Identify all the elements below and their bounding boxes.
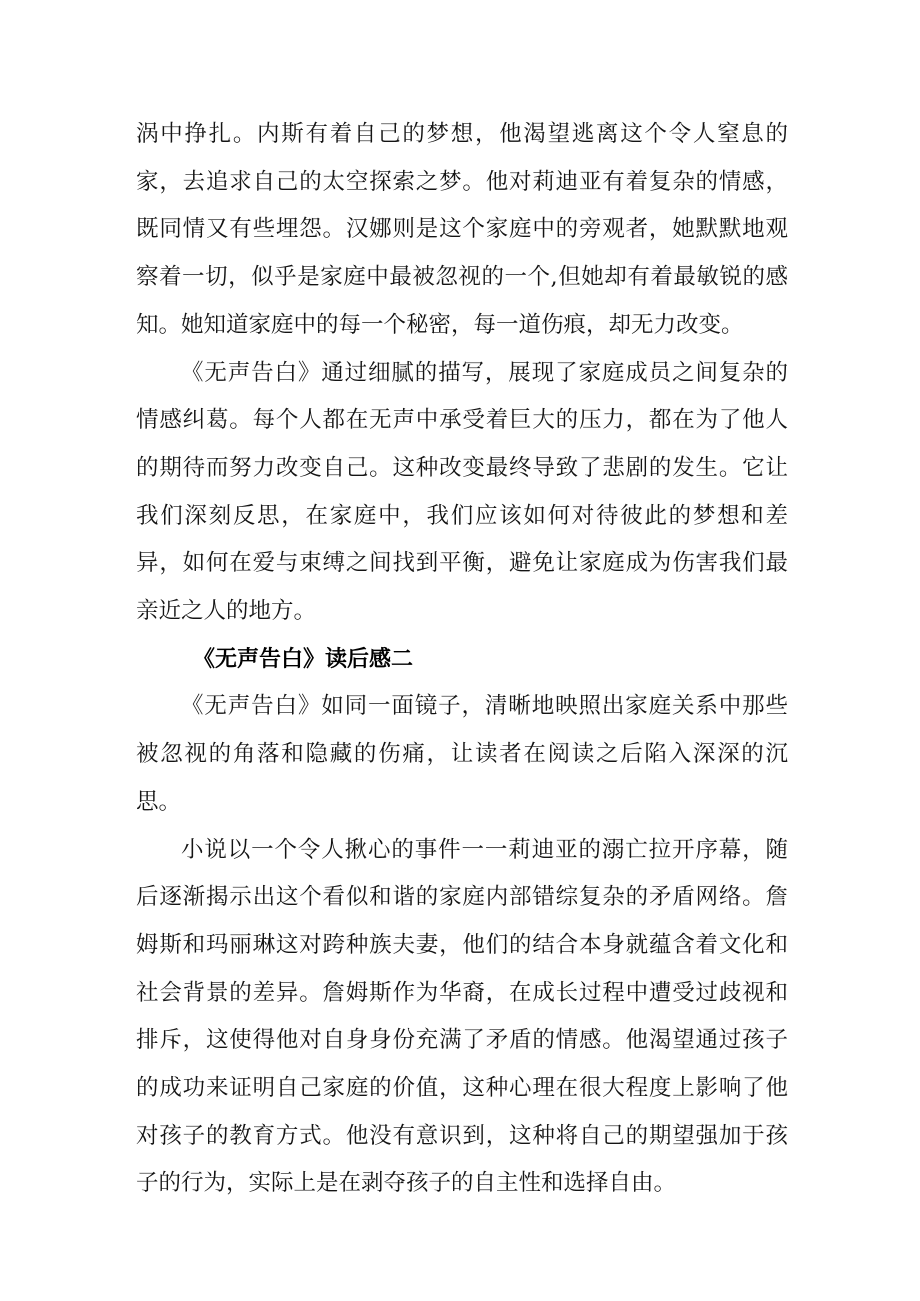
paragraph-analysis: 小说以一个令人揪心的事件一一莉迪亚的溺亡拉开序幕，随后逐渐揭示出这个看似和谐的家庭内部错综复杂的矛盾网络。詹姆斯和玛丽琳这对跨种族夫妻，他们的结合本身就蕴含着文化和社会背景的差异。詹姆斯作为华裔，在成长过程中遭受过歧视和排斥，这使得他对自身身份充满了矛盾的情感。他渴望通过孩子的成功来证明自己家庭的价值，这种心理在很大程度上影响了他对孩子的教育方式。他没有意识到，这种将自己的期望强加于孩子的行为，实际上是在剥夺孩子的自主性和选择自由。 — [136, 836, 788, 1197]
paragraph-reflection: 《无声告白》通过细腻的描写，展现了家庭成员之间复杂的情感纠葛。每个人都在无声中承受着巨大的压力，都在为了他人的期待而努力改变自己。这种改变最终导致了悲剧的发生。它让我们深刻反思，在家庭中，我们应该如何对待彼此的梦想和差异，如何在爱与束缚之间找到平衡，避免让家庭成为伤害我们最亲近之人的地方。 — [136, 359, 788, 625]
section-heading: 《无声告白》读后感二 — [193, 646, 414, 672]
document-body — [136, 111, 788, 1208]
paragraph-intro: 《无声告白》如同一面镜子，清晰地映照出家庭关系中那些被忽视的角落和隐藏的伤痛，让读者在阅读之后陷入深深的沉思。 — [136, 693, 788, 815]
paragraph-continuation: 涡中挣扎。内斯有着自己的梦想，他渴望逃离这个令人窒息的家，去追求自己的太空探索之梦。他对莉迪亚有着复杂的情感，既同情又有些埋怨。汉娜则是这个家庭中的旁观者，她默默地观察着一切，似乎是家庭中最被忽视的一个,但她却有着最敏锐的感知。她知道家庭中的每一个秘密，每一道伤痕，却无力改变。 — [136, 121, 788, 338]
